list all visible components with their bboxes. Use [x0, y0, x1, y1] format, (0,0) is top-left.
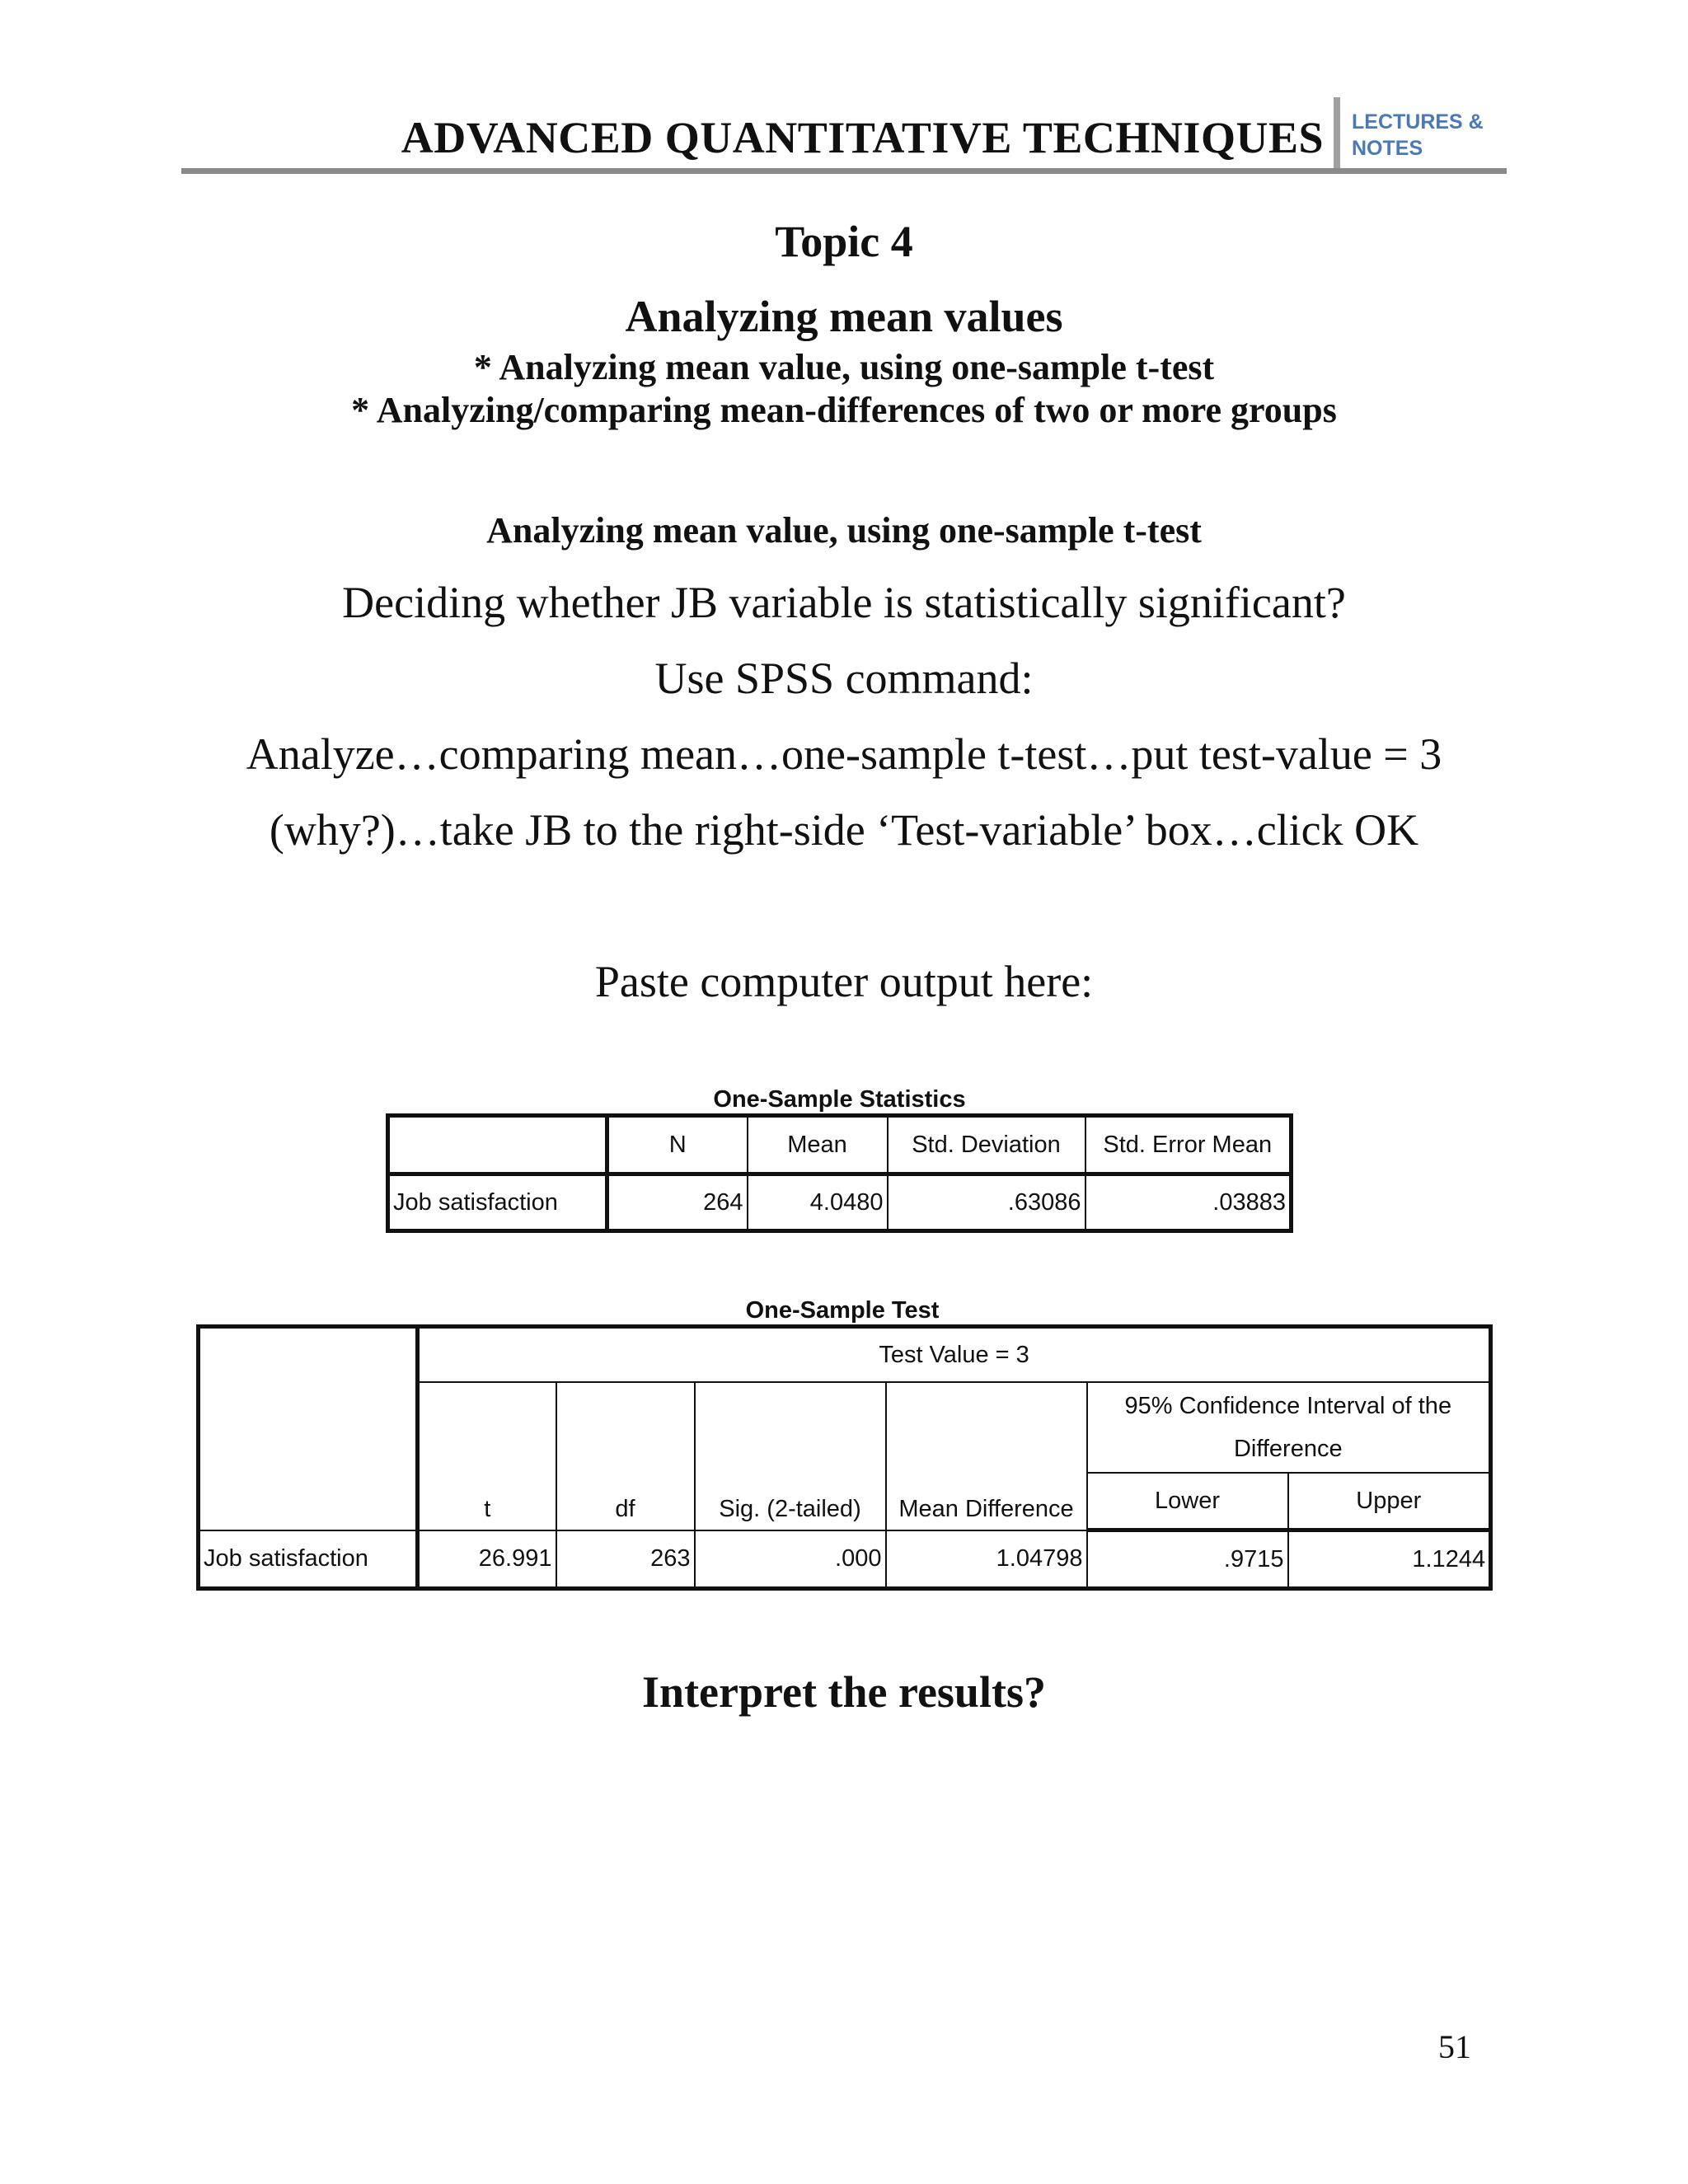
table-header-cell: Mean	[748, 1116, 888, 1174]
table-header-row	[199, 1327, 1491, 1383]
statistics-table-caption: One-Sample Statistics	[713, 1086, 966, 1113]
table-cell: 4.0480	[748, 1174, 888, 1231]
main-heading: Analyzing mean values	[625, 292, 1063, 341]
confidence-interval-header: 95% Confidence Interval of the Difference	[1087, 1382, 1491, 1473]
table-cell: .03883	[1085, 1174, 1292, 1231]
table-cell: 263	[556, 1530, 695, 1589]
table-cell: .000	[695, 1530, 886, 1589]
row-label: Job satisfaction	[199, 1530, 418, 1589]
section-heading: Analyzing mean value, using one-sample t-test	[486, 510, 1202, 551]
table-row	[199, 1530, 1491, 1589]
table-header-row	[388, 1116, 1292, 1174]
header-title: ADVANCED QUANTITATIVE TECHNIQUES	[401, 113, 1324, 162]
table-header-cell: Mean Difference	[886, 1382, 1087, 1530]
table-cell: .63086	[888, 1174, 1085, 1231]
test-value-header: Test Value = 3	[418, 1327, 1491, 1383]
body-line: Analyze…comparing mean…one-sample t-test…put test-value = 3	[246, 729, 1442, 779]
body-line: Use SPSS command:	[654, 654, 1034, 703]
statistics-table	[386, 1113, 1293, 1233]
header-rule	[181, 168, 1507, 174]
page-number: 51	[1438, 2028, 1471, 2065]
table-cell: 1.04798	[886, 1530, 1087, 1589]
table-header-cell: Lower	[1087, 1473, 1288, 1530]
table-cell: 264	[607, 1174, 748, 1231]
row-label: Job satisfaction	[388, 1174, 607, 1231]
header-tag: LECTURES & NOTES	[1352, 110, 1484, 160]
table-corner-cell	[199, 1327, 418, 1530]
table-cell: .9715	[1087, 1530, 1288, 1589]
table-header-cell	[388, 1116, 607, 1174]
page-header	[181, 97, 1507, 173]
table-header-cell: Std. Error Mean	[1085, 1116, 1292, 1174]
table-header-cell: N	[607, 1116, 748, 1174]
table-cell: 26.991	[418, 1530, 556, 1589]
test-table-caption: One-Sample Test	[745, 1297, 940, 1324]
body-line: Deciding whether JB variable is statistically significant?	[342, 578, 1346, 627]
table-row	[388, 1174, 1292, 1231]
paste-prompt: Paste computer output here:	[594, 957, 1094, 1006]
table-header-cell: Upper	[1288, 1473, 1491, 1530]
table-header-cell: Sig. (2-tailed)	[695, 1382, 886, 1530]
subtopic-bullet: * Analyzing mean value, using one-sample t-test	[473, 347, 1215, 387]
table-header-cell: Std. Deviation	[888, 1116, 1085, 1174]
subtopic-bullet: * Analyzing/comparing mean-differences of two or more groups	[351, 390, 1337, 430]
test-table	[196, 1324, 1493, 1591]
interpret-prompt: Interpret the results?	[642, 1667, 1046, 1717]
table-cell: 1.1244	[1288, 1530, 1491, 1589]
table-header-cell: df	[556, 1382, 695, 1530]
header-divider	[1334, 97, 1340, 170]
body-line: (why?)…take JB to the right-side ‘Test-variable’ box…click OK	[269, 805, 1419, 855]
table-header-cell: t	[418, 1382, 556, 1530]
topic-title: Topic 4	[775, 217, 913, 266]
